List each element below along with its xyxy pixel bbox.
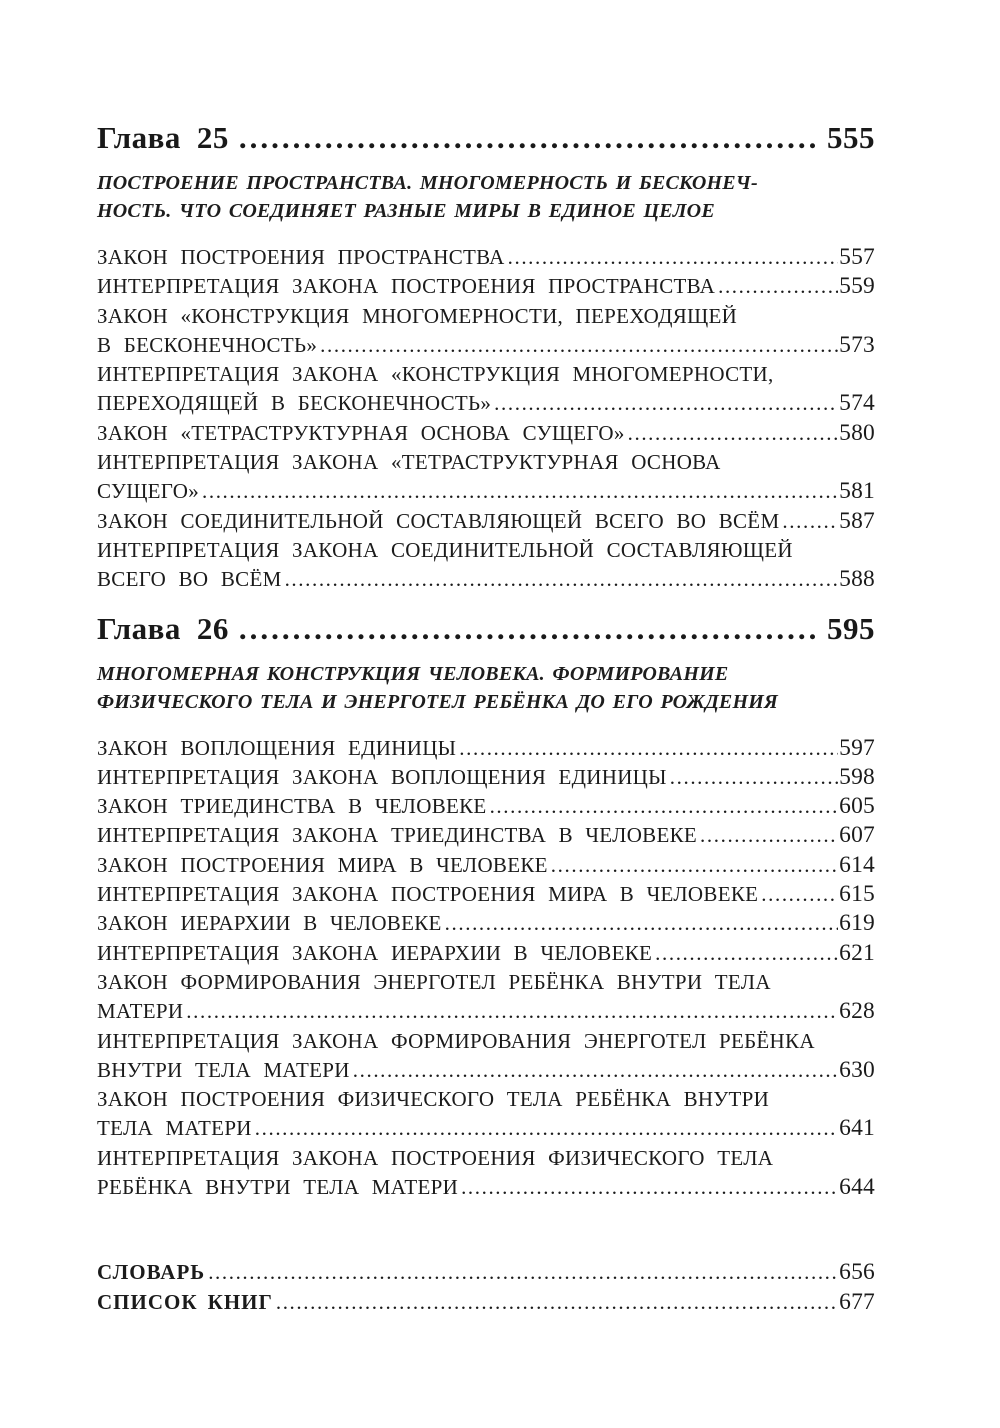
dot-leader <box>255 1114 838 1143</box>
toc-entry-page-number: 574 <box>839 390 875 417</box>
dot-leader <box>239 120 819 156</box>
toc-entry-line <box>97 243 875 272</box>
chapter-subtitle-line: НОСТЬ. ЧТО СОЕДИНЯЕТ РАЗНЫЕ МИРЫ В ЕДИНОЕ ЦЕЛОЕ <box>97 200 715 222</box>
back-matter-entry-page-number: 677 <box>839 1288 875 1315</box>
toc-entry-text: ЗАКОН «ТЕТРАСТРУКТУРНАЯ ОСНОВА СУЩЕГО» <box>97 420 625 445</box>
toc-entry-page-number: 581 <box>839 478 875 505</box>
toc-entry-page-number: 597 <box>839 734 875 761</box>
chapter-page-number: 595 <box>827 610 875 646</box>
dot-leader <box>718 272 838 301</box>
toc-entry-text: ЗАКОН «КОНСТРУКЦИЯ МНОГОМЕРНОСТИ, ПЕРЕХОДЯЩЕЙ <box>97 303 738 328</box>
toc-entry-line <box>97 507 875 536</box>
dot-leader <box>320 331 838 360</box>
chapter-label: Глава 25 <box>97 120 229 155</box>
toc-entry-text: ЗАКОН ИЕРАРХИИ В ЧЕЛОВЕКЕ <box>97 911 442 936</box>
toc-entry-line <box>97 302 875 331</box>
toc-entry-line <box>97 1085 875 1114</box>
toc-entry-line <box>97 763 875 792</box>
toc-entry-line <box>97 419 875 448</box>
toc-entry-page-number: 598 <box>839 763 875 790</box>
toc-entry-line <box>97 1144 875 1173</box>
toc-entry-text: ИНТЕРПРЕТАЦИЯ ЗАКОНА ПОСТРОЕНИЯ ПРОСТРАНСТВА <box>97 274 716 299</box>
back-matter-entry-line <box>97 1258 875 1287</box>
chapter-subtitle-line: МНОГОМЕРНАЯ КОНСТРУКЦИЯ ЧЕЛОВЕКА. ФОРМИРОВАНИЕ <box>97 662 729 685</box>
chapter-section <box>97 120 875 595</box>
toc-entry-text: ВНУТРИ ТЕЛА МАТЕРИ <box>97 1057 350 1082</box>
toc-entry-text: ЗАКОН ПОСТРОЕНИЯ ФИЗИЧЕСКОГО ТЕЛА РЕБЁНКА ВНУТРИ <box>97 1087 770 1112</box>
dot-leader <box>655 939 838 968</box>
dot-leader <box>782 507 838 536</box>
toc-entry-page-number: 619 <box>839 910 875 937</box>
toc-entry-text: ИНТЕРПРЕТАЦИЯ ЗАКОНА ТРИЕДИНСТВА В ЧЕЛОВЕКЕ <box>97 823 698 848</box>
toc-entry-page-number: 587 <box>839 507 875 534</box>
dot-leader <box>186 997 838 1026</box>
toc-entry-line <box>97 997 875 1026</box>
toc-entry-line <box>97 272 875 301</box>
dot-leader <box>628 419 839 448</box>
toc-entry-page-number: 621 <box>839 939 875 966</box>
toc-entry-page-number: 628 <box>839 998 875 1025</box>
toc-entry-line <box>97 477 875 506</box>
toc-entry-line <box>97 1027 875 1056</box>
toc-entry-line <box>97 1056 875 1085</box>
back-matter-entry-text: СПИСОК КНИГ <box>97 1289 273 1314</box>
toc-entry-text: В БЕСКОНЕЧНОСТЬ» <box>97 332 318 357</box>
toc-entry-text: ИНТЕРПРЕТАЦИЯ ЗАКОНА ПОСТРОЕНИЯ МИРА В ЧЕЛОВЕКЕ <box>97 882 759 907</box>
toc-entry-page-number: 630 <box>839 1056 875 1083</box>
toc-entry-text: ИНТЕРПРЕТАЦИЯ ЗАКОНА ФОРМИРОВАНИЯ ЭНЕРГОТЕЛ РЕБЁНКА <box>97 1028 815 1053</box>
toc-entry-line <box>97 331 875 360</box>
toc-entry-line <box>97 792 875 821</box>
toc-entry-text: ИНТЕРПРЕТАЦИЯ ЗАКОНА «КОНСТРУКЦИЯ МНОГОМЕРНОСТИ, <box>97 362 774 387</box>
dot-leader <box>459 734 838 763</box>
back-matter-entry-page-number: 656 <box>839 1259 875 1286</box>
toc-entry-text: СУЩЕГО» <box>97 479 199 504</box>
dot-leader <box>208 1258 838 1287</box>
dot-leader <box>239 611 819 647</box>
dot-leader <box>670 763 838 792</box>
chapter-section <box>97 611 875 1203</box>
toc-entry-line <box>97 565 875 594</box>
toc-entry-text: ИНТЕРПРЕТАЦИЯ ЗАКОНА ИЕРАРХИИ В ЧЕЛОВЕКЕ <box>97 940 653 965</box>
toc-entry-text: МАТЕРИ <box>97 999 184 1024</box>
toc-entry-text: ЗАКОН ФОРМИРОВАНИЯ ЭНЕРГОТЕЛ РЕБЁНКА ВНУТРИ ТЕЛА <box>97 969 771 994</box>
toc-entry-line <box>97 821 875 850</box>
toc-entry-line <box>97 1173 875 1202</box>
toc-entry-line <box>97 734 875 763</box>
toc-entry-page-number: 614 <box>839 851 875 878</box>
toc-entry-page-number: 641 <box>839 1115 875 1142</box>
toc-entry-line <box>97 1114 875 1143</box>
toc-entry-page-number: 580 <box>839 419 875 446</box>
back-matter <box>97 1258 875 1317</box>
dot-leader <box>761 880 838 909</box>
chapter-entries <box>97 243 875 595</box>
toc-entry-text: ПЕРЕХОДЯЩЕЙ В БЕСКОНЕЧНОСТЬ» <box>97 391 492 416</box>
toc-entry-text: ЗАКОН ПОСТРОЕНИЯ МИРА В ЧЕЛОВЕКЕ <box>97 852 548 877</box>
toc-entry-text: ИНТЕРПРЕТАЦИЯ ЗАКОНА ПОСТРОЕНИЯ ФИЗИЧЕСКОГО ТЕЛА <box>97 1145 774 1170</box>
toc-entry-text: ЗАКОН ТРИЕДИНСТВА В ЧЕЛОВЕКЕ <box>97 794 487 819</box>
chapter-subtitle <box>97 660 875 716</box>
toc-entry-line <box>97 536 875 565</box>
dot-leader <box>551 851 838 880</box>
toc-entry-text: РЕБЁНКА ВНУТРИ ТЕЛА МАТЕРИ <box>97 1175 459 1200</box>
toc-entry-page-number: 588 <box>839 566 875 593</box>
dot-leader <box>461 1173 838 1202</box>
dot-leader <box>353 1056 838 1085</box>
toc-entry-line <box>97 880 875 909</box>
chapter-label: Глава 26 <box>97 610 229 646</box>
toc-entry-page-number: 557 <box>839 244 875 270</box>
chapter-subtitle-line: ПОСТРОЕНИЕ ПРОСТРАНСТВА. МНОГОМЕРНОСТЬ И БЕСКОНЕЧ- <box>97 172 758 194</box>
toc-entry-page-number: 559 <box>839 273 875 300</box>
toc-entry-text: ЗАКОН ПОСТРОЕНИЯ ПРОСТРАНСТВА <box>97 245 505 269</box>
toc-entry-line <box>97 968 875 997</box>
dot-leader <box>276 1288 838 1317</box>
toc-entry-page-number: 615 <box>839 881 875 908</box>
toc-entry-line <box>97 909 875 938</box>
dot-leader <box>494 389 838 418</box>
toc-entry-text: ТЕЛА МАТЕРИ <box>97 1116 252 1141</box>
chapter-heading <box>97 611 875 647</box>
toc-entry-line <box>97 448 875 477</box>
back-matter-entry-text: СЛОВАРЬ <box>97 1260 206 1285</box>
chapter-subtitle <box>97 169 875 225</box>
dot-leader <box>202 477 838 506</box>
toc-entry-text: ЗАКОН ВОПЛОЩЕНИЯ ЕДИНИЦЫ <box>97 735 457 760</box>
toc-entry-page-number: 644 <box>839 1174 875 1201</box>
toc-entry-line <box>97 360 875 389</box>
chapter-subtitle-line: ФИЗИЧЕСКОГО ТЕЛА И ЭНЕРГОТЕЛ РЕБЁНКА ДО ЕГО РОЖДЕНИЯ <box>97 690 778 713</box>
back-matter-entry-line <box>97 1288 875 1317</box>
toc-entry-page-number: 573 <box>839 331 875 358</box>
dot-leader <box>700 821 838 850</box>
chapter-heading <box>97 120 875 156</box>
toc-entry-line <box>97 851 875 880</box>
chapter-page-number: 555 <box>827 120 875 155</box>
chapter-entries <box>97 734 875 1203</box>
dot-leader <box>508 243 839 272</box>
toc-entry-text: ИНТЕРПРЕТАЦИЯ ЗАКОНА «ТЕТРАСТРУКТУРНАЯ ОСНОВА <box>97 450 721 475</box>
toc-entry-text: ИНТЕРПРЕТАЦИЯ ЗАКОНА ВОПЛОЩЕНИЯ ЕДИНИЦЫ <box>97 764 667 789</box>
toc-entry-text: ИНТЕРПРЕТАЦИЯ ЗАКОНА СОЕДИНИТЕЛЬНОЙ СОСТАВЛЯЮЩЕЙ <box>97 537 793 562</box>
dot-leader <box>490 792 839 821</box>
toc-entry-text: ЗАКОН СОЕДИНИТЕЛЬНОЙ СОСТАВЛЯЮЩЕЙ ВСЕГО ВО ВСЁМ <box>97 508 780 533</box>
toc-entry-page-number: 605 <box>839 793 875 820</box>
toc-entry-page-number: 607 <box>839 822 875 849</box>
toc-entry-line <box>97 939 875 968</box>
dot-leader <box>445 909 838 938</box>
toc-entry-text: ВСЕГО ВО ВСЁМ <box>97 567 282 592</box>
dot-leader <box>285 565 839 594</box>
toc-root <box>97 120 875 1317</box>
toc-entry-line <box>97 389 875 418</box>
